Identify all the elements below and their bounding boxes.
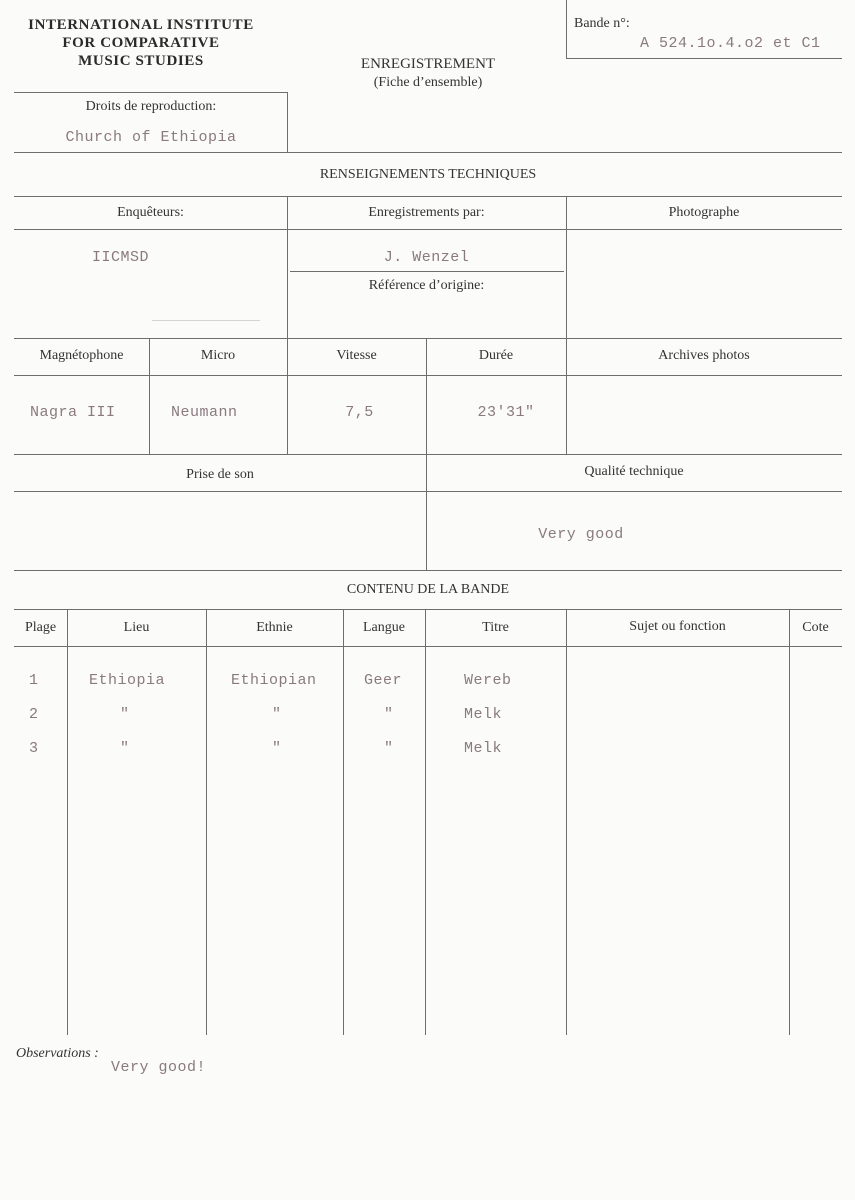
droits-label: Droits de reproduction:	[85, 99, 217, 114]
contents-section-title: CONTENU DE LA BANDE	[346, 582, 510, 597]
row-langue: "	[384, 740, 394, 757]
row-lieu: Ethiopia	[89, 672, 166, 689]
row-titre: Melk	[464, 706, 503, 723]
row-titre: Wereb	[464, 672, 512, 689]
row-langue: Geer	[364, 672, 403, 689]
duree-label: Durée	[478, 348, 514, 363]
row-lieu: "	[120, 706, 130, 723]
institute-line-1: INTERNATIONAL INSTITUTE	[28, 17, 254, 33]
col-titre: Titre	[482, 620, 509, 635]
magnetophone-value: Nagra III	[30, 404, 116, 421]
droits-value: Church of Ethiopia	[65, 129, 237, 146]
vitesse-value: 7,5	[345, 404, 374, 421]
row-ethnie: Ethiopian	[231, 672, 317, 689]
row-lieu: "	[120, 740, 130, 757]
reference-label: Référence d’origine:	[368, 278, 485, 293]
photographe-label: Photographe	[668, 205, 740, 220]
row-plage: 1	[29, 672, 39, 689]
col-plage: Plage	[24, 620, 57, 635]
micro-value: Neumann	[171, 404, 238, 421]
bande-value: A 524.1o.4.o2 et C1	[640, 35, 821, 52]
enregistrements-value: J. Wenzel	[383, 249, 470, 266]
row-plage: 3	[29, 740, 39, 757]
duree-value: 23'31"	[477, 404, 535, 421]
enregistrements-label: Enregistrements par:	[368, 205, 485, 220]
row-ethnie: "	[272, 706, 282, 723]
observations-label: Observations :	[16, 1046, 99, 1061]
col-cote: Cote	[802, 620, 829, 635]
bande-label: Bande n°:	[574, 16, 630, 31]
form-title: ENREGISTREMENT	[360, 56, 496, 72]
col-langue: Langue	[363, 620, 405, 635]
vitesse-label: Vitesse	[336, 348, 377, 363]
institute-line-2: FOR COMPARATIVE	[62, 35, 220, 51]
qualite-label: Qualité technique	[584, 464, 684, 479]
qualite-value: Very good	[538, 526, 624, 543]
magnetophone-label: Magnétophone	[39, 348, 124, 363]
col-sujet: Sujet ou fonction	[629, 619, 726, 634]
row-ethnie: "	[272, 740, 282, 757]
row-plage: 2	[29, 706, 39, 723]
micro-label: Micro	[200, 348, 236, 363]
tech-section-title: RENSEIGNEMENTS TECHNIQUES	[319, 167, 537, 182]
col-lieu: Lieu	[123, 620, 150, 635]
enqueteurs-value: IICMSD	[92, 249, 150, 266]
form-subtitle: (Fiche d’ensemble)	[373, 75, 483, 90]
row-titre: Melk	[464, 740, 503, 757]
row-langue: "	[384, 706, 394, 723]
institute-name	[10, 16, 272, 70]
institute-line-3: MUSIC STUDIES	[78, 53, 204, 69]
archives-label: Archives photos	[658, 348, 750, 363]
enqueteurs-label: Enquêteurs:	[117, 205, 184, 220]
observations-value: Very good!	[111, 1059, 207, 1076]
col-ethnie: Ethnie	[256, 620, 293, 635]
prise-label: Prise de son	[186, 467, 254, 482]
